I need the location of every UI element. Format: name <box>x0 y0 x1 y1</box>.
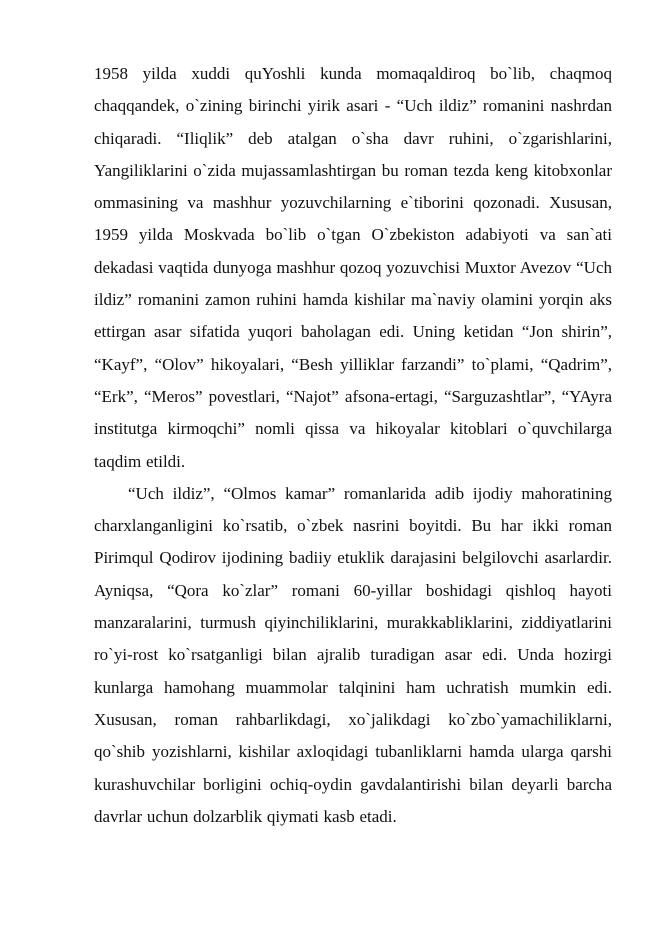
paragraph-1: 1958 yilda xuddi quYoshli kunda momaqaldiroq bo`lib, chaqmoq chaqqandek, o`zining birinchi yirik asari - “Uch ildiz” romanini nashrdan chiqaradi. “Iliqlik” deb atalgan o`sha davr ruhini, o`zgarishlarini, Yangiliklarini o`zida mujassamlashtirgan bu roman tezda keng kitobxonlar ommasining va mashhur yozuvchilarning e`tiborini qozonadi. Xususan, 1959 yilda Moskvada bo`lib o`tgan O`zbekiston adabiyoti va san`ati dekadasi vaqtida dunyoga mashhur qozoq yozuvchisi Muxtor Avezov “Uch ildiz” romanini zamon ruhini hamda kishilar ma`naviy olamini yorqin aks ettirgan asar sifatida yuqori baholagan edi. Uning ketidan “Jon shirin”, “Kayf”, “Olov” hikoyalari, “Besh yilliklar farzandi” to`plami, “Qadrim”, “Erk”, “Meros” povestlari, “Najot” afsona-ertagi, “Sarguzashtlar”, “YAyra institutga kirmoqchi” nomli qissa va hikoyalar kitoblari o`quvchilarga taqdim etildi. <box>94 64 612 471</box>
paragraph-2: “Uch ildiz”, “Olmos kamar” romanlarida adib ijodiy mahoratining charxlanganligini ko`rsatib, o`zbek nasrini boyitdi. Bu har ikki roman Pirimqul Qodirov ijodining badiiy etuklik darajasini belgilovchi asarlardir. Ayniqsa, “Qora ko`zlar” romani 60-yillar boshidagi qishloq hayoti manzaralarini, turmush qiyinchiliklarini, murakkabliklarini, ziddiyatlarini ro`yi-rost ko`rsatganligi bilan ajralib turadigan asar edi. Unda hozirgi kunlarga hamohang muammolar talqinini ham uchratish mumkin edi. Xususan, roman rahbarlikdagi, xo`jalikdagi ko`zbo`yamachiliklarni, qo`shib yozishlarni, kishilar axloqidagi tubanliklarni hamda ularga qarshi kurashuvchilar borligini ochiq-oydin gavdalantirishi bilan deyarli barcha davrlar uchun dolzarblik qiymati kasb etadi. <box>94 483 612 826</box>
document-page <box>94 58 612 833</box>
